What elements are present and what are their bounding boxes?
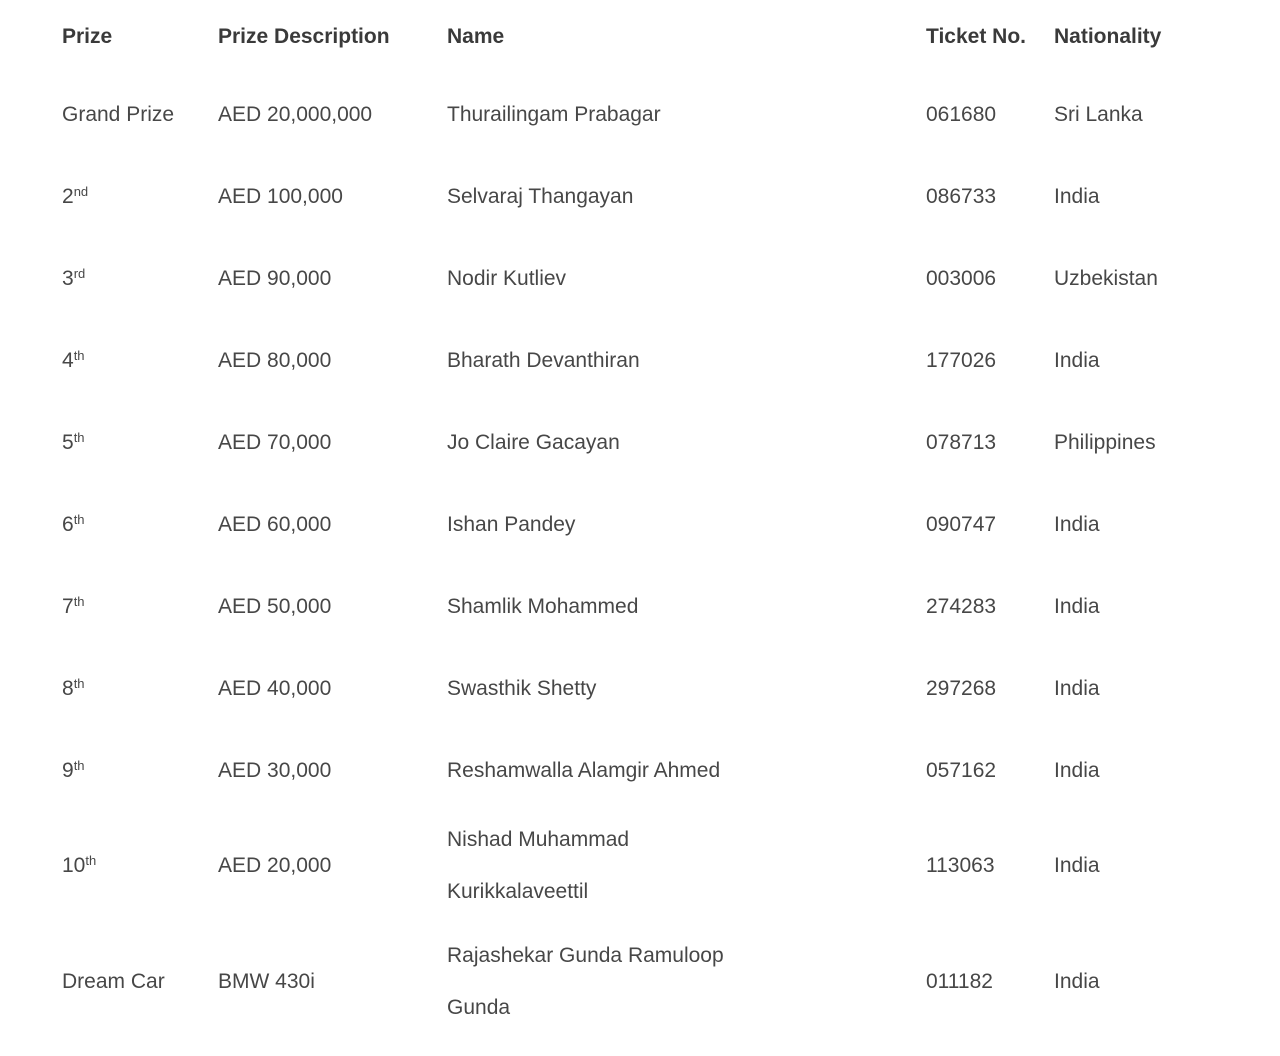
winner-name: Nodir Kutliev — [447, 267, 567, 290]
winner-name-cell — [427, 238, 906, 320]
winner-name: Nishad Muhammad — [447, 828, 630, 851]
ticket-number-cell: 297268 — [926, 677, 997, 700]
prize-rank-suffix: th — [73, 512, 85, 527]
prize-description-cell: AED 90,000 — [218, 267, 332, 290]
prize-rank: 9 — [62, 759, 74, 782]
prize-rank-suffix: th — [85, 853, 97, 868]
winner-name: Selvaraj Thangayan — [447, 185, 634, 208]
winner-name: Swasthik Shetty — [447, 677, 597, 700]
winner-name: Shamlik Mohammed — [447, 595, 639, 618]
prize-cell — [42, 648, 198, 730]
prize-description-cell: BMW 430i — [218, 970, 315, 993]
header-ticket-no: Ticket No. — [926, 25, 1026, 48]
table-row — [42, 320, 1222, 402]
winner-name-cell — [427, 648, 906, 730]
nationality-cell: India — [1054, 677, 1100, 700]
ticket-number-cell: 011182 — [926, 970, 993, 993]
winner-name-cell — [427, 920, 906, 1044]
winner-name-cell — [427, 812, 906, 920]
winner-name-cell — [427, 320, 906, 402]
header-prize: Prize — [62, 25, 113, 48]
prize-rank: Dream Car — [62, 970, 165, 993]
table-header-row — [42, 0, 1222, 74]
prize-description-cell: AED 20,000 — [218, 854, 332, 877]
prize-cell — [42, 320, 198, 402]
prize-description-cell: AED 50,000 — [218, 595, 332, 618]
prize-rank: 7 — [62, 595, 74, 618]
ticket-number-cell: 113063 — [926, 854, 995, 877]
ticket-number-cell: 003006 — [926, 267, 997, 290]
winner-name: Rajashekar Gunda Ramuloop — [447, 944, 724, 967]
nationality-cell: India — [1054, 854, 1100, 877]
prize-rank: 2 — [62, 185, 74, 208]
winner-name-cell — [427, 566, 906, 648]
nationality-cell: Sri Lanka — [1054, 103, 1143, 126]
nationality-cell: India — [1054, 349, 1100, 372]
winner-name: Bharath Devanthiran — [447, 349, 640, 372]
table-row — [42, 238, 1222, 320]
prize-cell — [42, 484, 198, 566]
header-name: Name — [447, 25, 505, 48]
table-row — [42, 484, 1222, 566]
winner-name-cell — [427, 74, 906, 156]
ticket-number-cell: 177026 — [926, 349, 997, 372]
prize-description-cell: AED 60,000 — [218, 513, 332, 536]
prize-rank: 6 — [62, 513, 74, 536]
prize-cell — [42, 730, 198, 812]
prize-rank-suffix: th — [73, 348, 85, 363]
winner-name: Ishan Pandey — [447, 513, 576, 536]
prize-rank-suffix: th — [73, 594, 85, 609]
winner-name-line2: Gunda — [447, 996, 511, 1019]
prize-rank: 10 — [62, 854, 86, 877]
prize-rank-suffix: th — [73, 676, 85, 691]
prize-cell — [42, 238, 198, 320]
prize-description-cell: AED 40,000 — [218, 677, 332, 700]
nationality-cell: India — [1054, 970, 1100, 993]
nationality-cell: India — [1054, 759, 1100, 782]
nationality-cell: India — [1054, 595, 1100, 618]
winner-name: Reshamwalla Alamgir Ahmed — [447, 759, 721, 782]
prize-rank: 8 — [62, 677, 74, 700]
table-row — [42, 402, 1222, 484]
prize-rank: Grand Prize — [62, 103, 175, 126]
prize-cell — [42, 156, 198, 238]
prize-description-cell: AED 30,000 — [218, 759, 332, 782]
prize-description-cell: AED 80,000 — [218, 349, 332, 372]
winner-name-line2: Kurikkalaveettil — [447, 880, 589, 903]
ticket-number-cell: 090747 — [926, 513, 997, 536]
nationality-cell: Philippines — [1054, 431, 1156, 454]
table-row — [42, 920, 1222, 1044]
winners-table — [42, 0, 1222, 1044]
header-nationality: Nationality — [1054, 25, 1162, 48]
table-row — [42, 156, 1222, 238]
ticket-number-cell: 061680 — [926, 103, 997, 126]
table-row — [42, 812, 1222, 920]
ticket-number-cell: 274283 — [926, 595, 997, 618]
winner-name-cell — [427, 156, 906, 238]
prize-rank-suffix: th — [73, 430, 85, 445]
prize-rank: 5 — [62, 431, 74, 454]
winner-name-cell — [427, 730, 906, 812]
prize-rank-suffix: th — [73, 758, 85, 773]
ticket-number-cell: 086733 — [926, 185, 997, 208]
nationality-cell: Uzbekistan — [1054, 267, 1158, 290]
winner-name: Jo Claire Gacayan — [447, 431, 620, 454]
prize-cell — [42, 74, 198, 156]
ticket-number-cell: 057162 — [926, 759, 997, 782]
table-row — [42, 648, 1222, 730]
table-row — [42, 74, 1222, 156]
prize-cell — [42, 402, 198, 484]
prize-rank-suffix: nd — [73, 184, 89, 199]
prize-cell — [42, 812, 198, 920]
winner-name: Thurailingam Prabagar — [447, 103, 661, 126]
nationality-cell: India — [1054, 513, 1100, 536]
table-row — [42, 566, 1222, 648]
header-prize-description: Prize Description — [218, 25, 390, 48]
winner-name-cell — [427, 484, 906, 566]
prize-cell — [42, 566, 198, 648]
prize-rank: 4 — [62, 349, 74, 372]
prize-description-cell: AED 20,000,000 — [218, 103, 373, 126]
prize-rank-suffix: rd — [73, 266, 86, 281]
table-row — [42, 730, 1222, 812]
prize-description-cell: AED 100,000 — [218, 185, 343, 208]
winner-name-cell — [427, 402, 906, 484]
prize-cell — [42, 920, 198, 1044]
prize-description-cell: AED 70,000 — [218, 431, 332, 454]
ticket-number-cell: 078713 — [926, 431, 997, 454]
nationality-cell: India — [1054, 185, 1100, 208]
prize-rank: 3 — [62, 267, 74, 290]
